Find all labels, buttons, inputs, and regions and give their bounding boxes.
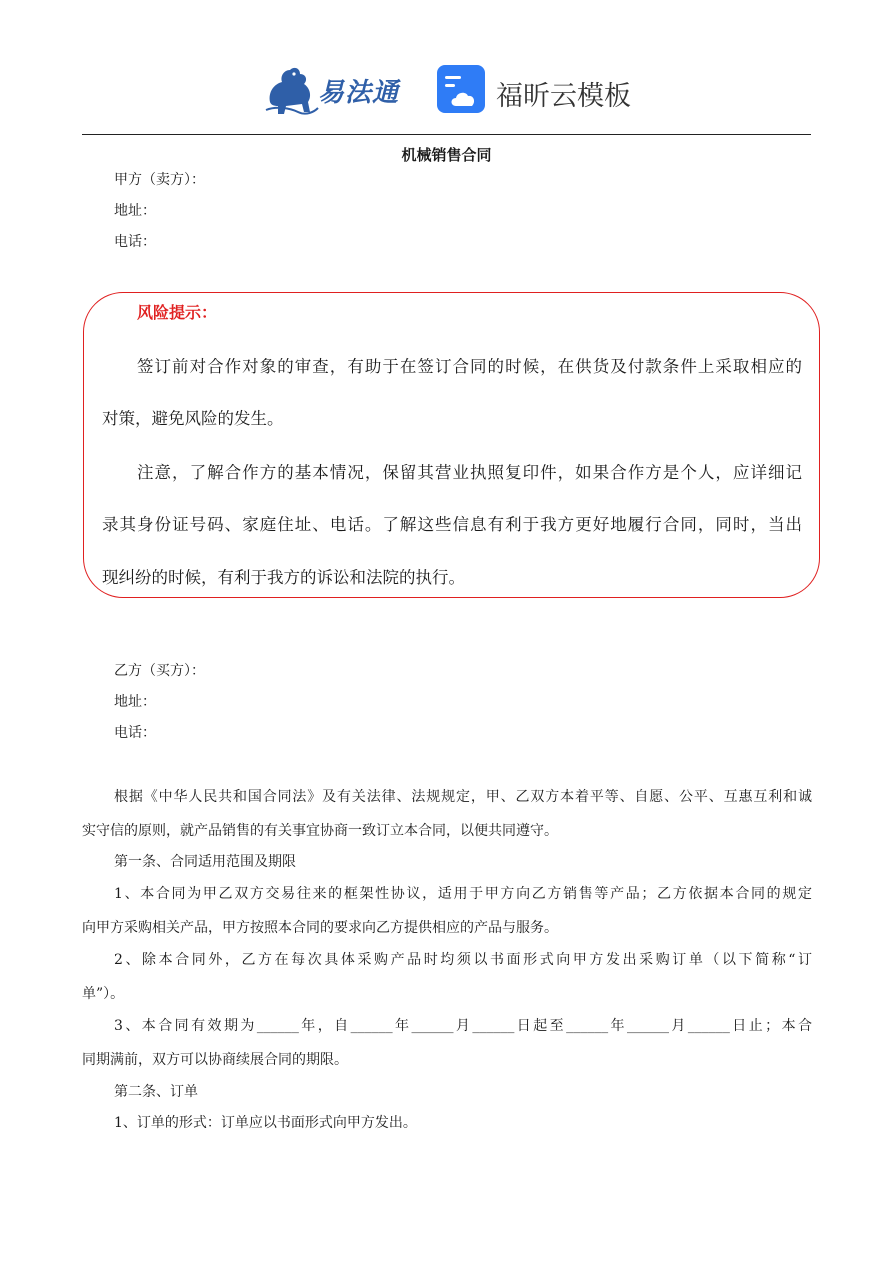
document-title: 机械销售合同 xyxy=(401,146,492,164)
risk-notice-line: 现纠纷的时候，有利于我方的诉讼和法院的执行。 xyxy=(102,568,465,587)
header-divider xyxy=(82,134,811,135)
party-b-address-label: 地址： xyxy=(114,694,156,710)
body-paragraph-line: 单”）。 xyxy=(82,986,125,1002)
risk-notice-line: 签订前对合作对象的审查，有助于在签订合同的时候，在供货及付款条件上采取相应的 xyxy=(137,357,802,376)
body-paragraph-line: 3、本合同有效期为______年，自______年______月______日起至______年______月______日止；本合 xyxy=(114,1018,812,1034)
party-a-label: 甲方（卖方）： xyxy=(114,172,205,188)
party-a-address-label: 地址： xyxy=(114,203,156,219)
risk-notice-title: 风险提示： xyxy=(137,303,218,322)
yifatong-logo xyxy=(262,62,412,120)
risk-notice-line: 录其身份证号码、家庭住址、电话。了解这些信息有利于我方更好地履行合同，同时，当出 xyxy=(102,515,802,534)
body-paragraph-line: 根据《中华人民共和国合同法》及有关法律、法规规定，甲、乙双方本着平等、自愿、公平、互惠互利和诚 xyxy=(114,789,812,805)
party-b-phone-label: 电话： xyxy=(114,725,156,741)
body-paragraph-line: 向甲方采购相关产品，甲方按照本合同的要求向乙方提供相应的产品与服务。 xyxy=(82,920,558,936)
body-paragraph-line: 1、本合同为甲乙双方交易往来的框架性协议，适用于甲方向乙方销售等产品；乙方依据本合同的规定 xyxy=(114,886,812,902)
party-b-label: 乙方（买方）： xyxy=(114,663,205,679)
qilin-icon xyxy=(262,62,322,118)
party-a-phone-label: 电话： xyxy=(114,234,156,250)
yifatong-logo-text: 易法通 xyxy=(318,78,400,108)
foxit-logo xyxy=(436,64,636,118)
header-logos xyxy=(0,60,893,122)
section-heading: 第一条、合同适用范围及期限 xyxy=(114,854,296,870)
body-paragraph-line: 1、订单的形式：订单应以书面形式向甲方发出。 xyxy=(114,1115,417,1131)
body-paragraph-line: 2、除本合同外，乙方在每次具体采购产品时均须以书面形式向甲方发出采购订单（以下简称“订 xyxy=(114,952,812,968)
section-heading: 第二条、订单 xyxy=(114,1084,198,1100)
body-paragraph-line: 实守信的原则，就产品销售的有关事宜协商一致订立本合同，以便共同遵守。 xyxy=(82,823,558,839)
risk-notice-box xyxy=(83,292,820,598)
cloud-document-icon xyxy=(436,64,488,116)
risk-notice-line: 对策，避免风险的发生。 xyxy=(102,409,284,428)
body-paragraph-line: 同期满前，双方可以协商续展合同的期限。 xyxy=(82,1052,348,1068)
foxit-logo-text: 福昕云模板 xyxy=(496,81,631,112)
risk-notice-line: 注意，了解合作方的基本情况，保留其营业执照复印件，如果合作方是个人，应详细记 xyxy=(137,463,802,482)
